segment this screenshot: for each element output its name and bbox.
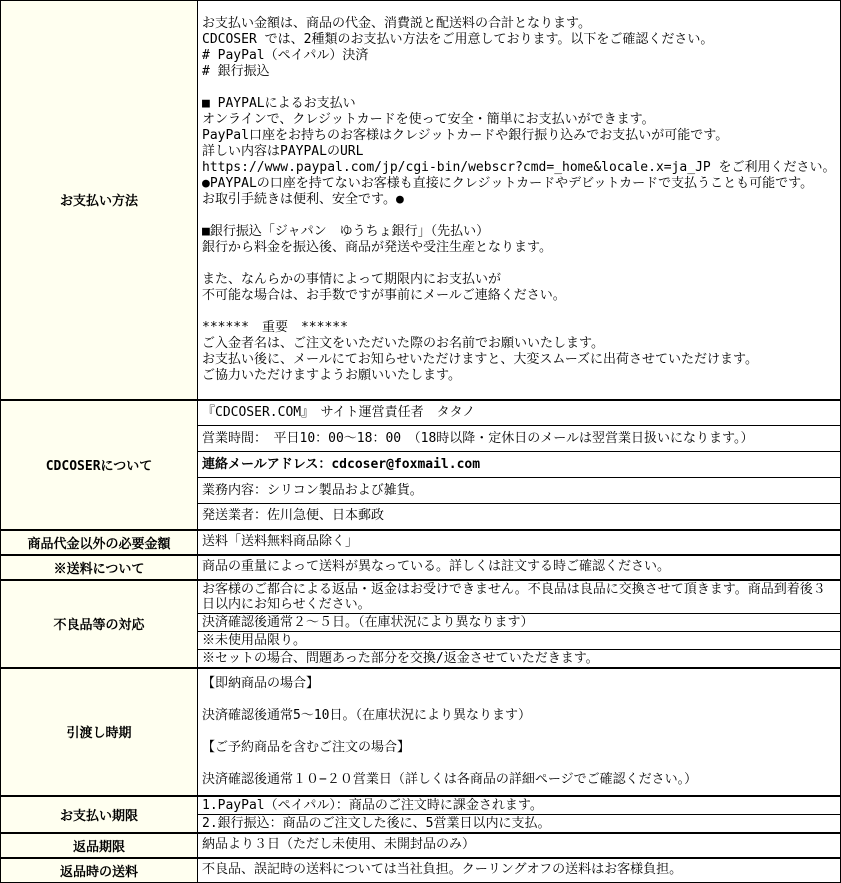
text-line: 【即納商品の場合】 — [202, 675, 320, 691]
text-line: 決済確認後通常5〜10日。（在庫状況により異なります） — [202, 707, 531, 723]
text-line: また、なんらかの事情によって期限内にお支払いが — [202, 271, 502, 287]
text-line: # PayPal（ペイパル）決済 — [202, 47, 369, 63]
label-extra-fee: 商品代金以外の必要金額 — [1, 530, 198, 555]
text-line: PayPal口座をお持ちのお客様はクレジットカードや銀行振り込みでお支払いが可能です。 — [202, 127, 729, 143]
label-deadline: お支払い期限 — [1, 796, 198, 833]
text-line — [202, 756, 836, 772]
text-line: 【ご予約商品を含むご注文の場合】 — [202, 739, 411, 755]
row-about — [1, 400, 841, 426]
text-line — [202, 208, 836, 224]
row-delivery — [1, 668, 841, 796]
text-line — [202, 692, 836, 708]
label-return-period: 返品期限 — [1, 833, 198, 858]
text-line: ■ PAYPALによるお支払い — [202, 95, 356, 111]
text-line — [202, 256, 836, 272]
text-line: 決済確認後通常１０−２０営業日（詳しくは各商品の詳細ページでご確認ください。） — [202, 771, 698, 787]
text-line: ●PAYPALの口座を持てないお客様も直接にクレジットカードやデビットカードで支払うことも可能です。 — [202, 175, 814, 191]
text-line: 詳しい内容はPAYPALのURL — [202, 143, 364, 159]
label-delivery: 引渡し時期 — [1, 668, 198, 796]
row-payment-method — [1, 1, 841, 400]
delivery-content — [198, 668, 841, 796]
shipping-content: 商品の重量によって送料が異なっている。詳しくは註文する時ご確認ください。 — [198, 555, 841, 580]
about-business: 業務内容：シリコン製品および雑貨。 — [198, 478, 841, 504]
label-return-fee: 返品時の送料 — [1, 858, 198, 883]
defect-unused: ※未使用品限り。 — [198, 631, 841, 649]
text-line: https://www.paypal.com/jp/cgi-bin/webscr?cmd=_home&locale.x=ja_JP をご利用ください。 — [202, 159, 836, 175]
deadline-paypal: 1.PayPal（ペイパル）：商品のご注文時に課金されます。 — [198, 796, 841, 815]
row-return-fee — [1, 858, 841, 883]
label-about: CDCOSERについて — [1, 400, 198, 530]
label-payment-method: お支払い方法 — [1, 1, 198, 400]
text-line: ご協力いただけますようお願いいたします。 — [202, 367, 461, 383]
text-line: 不可能な場合は、お手数ですが事前にメールご連絡ください。 — [202, 287, 566, 303]
about-email: 連絡メールアドレス：cdcoser@foxmail.com — [198, 452, 841, 478]
deadline-bank: 2.銀行振込：商品のご注文した後に、5営業日以内に支払。 — [198, 814, 841, 833]
text-line: お支払い金額は、商品の代金、消費説と配送料の合計となります。 — [202, 15, 591, 31]
text-line: ****** 重要 ****** — [202, 319, 348, 335]
text-line — [202, 724, 836, 740]
text-line — [202, 304, 836, 320]
defect-set: ※セットの場合、問題あった部分を交換/返金させていただきます。 — [198, 649, 841, 668]
extra-fee-content: 送料「送料無料商品除く」 — [198, 530, 841, 555]
text-line: お取引手続きは便利、安全です。● — [202, 191, 404, 207]
label-shipping: ※送料について — [1, 555, 198, 580]
row-defect — [1, 580, 841, 614]
text-line: ご入金者名は、ご注文をいただいた際のお名前でお願いいたします。 — [202, 335, 604, 351]
text-line: 銀行から料金を振込後、商品が発送や受注生産となります。 — [202, 239, 552, 255]
text-line: ■銀行振込「ジャパン ゆうちょ銀行」（先払い） — [202, 223, 490, 239]
text-line: お支払い後に、メールにてお知らせいただけますと、大変スムーズに出荷させていただけます。 — [202, 351, 759, 367]
text-line — [202, 80, 836, 96]
about-hours: 営業時間： 平日10：00〜18：00 （18時以降・定休日のメールは翌営業日扱いになります。） — [198, 426, 841, 452]
about-operator: 『CDCOSER.COM』 サイト運営責任者 タタノ — [198, 400, 841, 426]
row-extra-fee — [1, 530, 841, 555]
text-line: オンラインで、クレジットカードを使って安全・簡単にお支払いができます。 — [202, 111, 655, 127]
about-carrier: 発送業者：佐川急便、日本郵政 — [198, 504, 841, 530]
defect-period: 決済確認後通常２〜５日。（在庫状況により異なります） — [198, 613, 841, 631]
return-fee-content: 不良品、誤記時の送料については当社負担。クーリングオフの送料はお客様負担。 — [198, 858, 841, 883]
payment-method-content — [198, 1, 841, 400]
label-defect: 不良品等の対応 — [1, 580, 198, 668]
row-return-period — [1, 833, 841, 858]
row-deadline — [1, 796, 841, 815]
return-period-content: 納品より３日（ただし未使用、未開封品のみ） — [198, 833, 841, 858]
defect-policy: お客様のご都合による返品・返金はお受けできません。不良品は良品に交換させて頂きます。商品到着後３日以内にお知らせください。 — [198, 580, 841, 614]
text-line: # 銀行振込 — [202, 63, 270, 79]
text-line: CDCOSER では、2種類のお支払い方法をご用意しております。以下をご確認ください。 — [202, 31, 714, 47]
row-shipping — [1, 555, 841, 580]
